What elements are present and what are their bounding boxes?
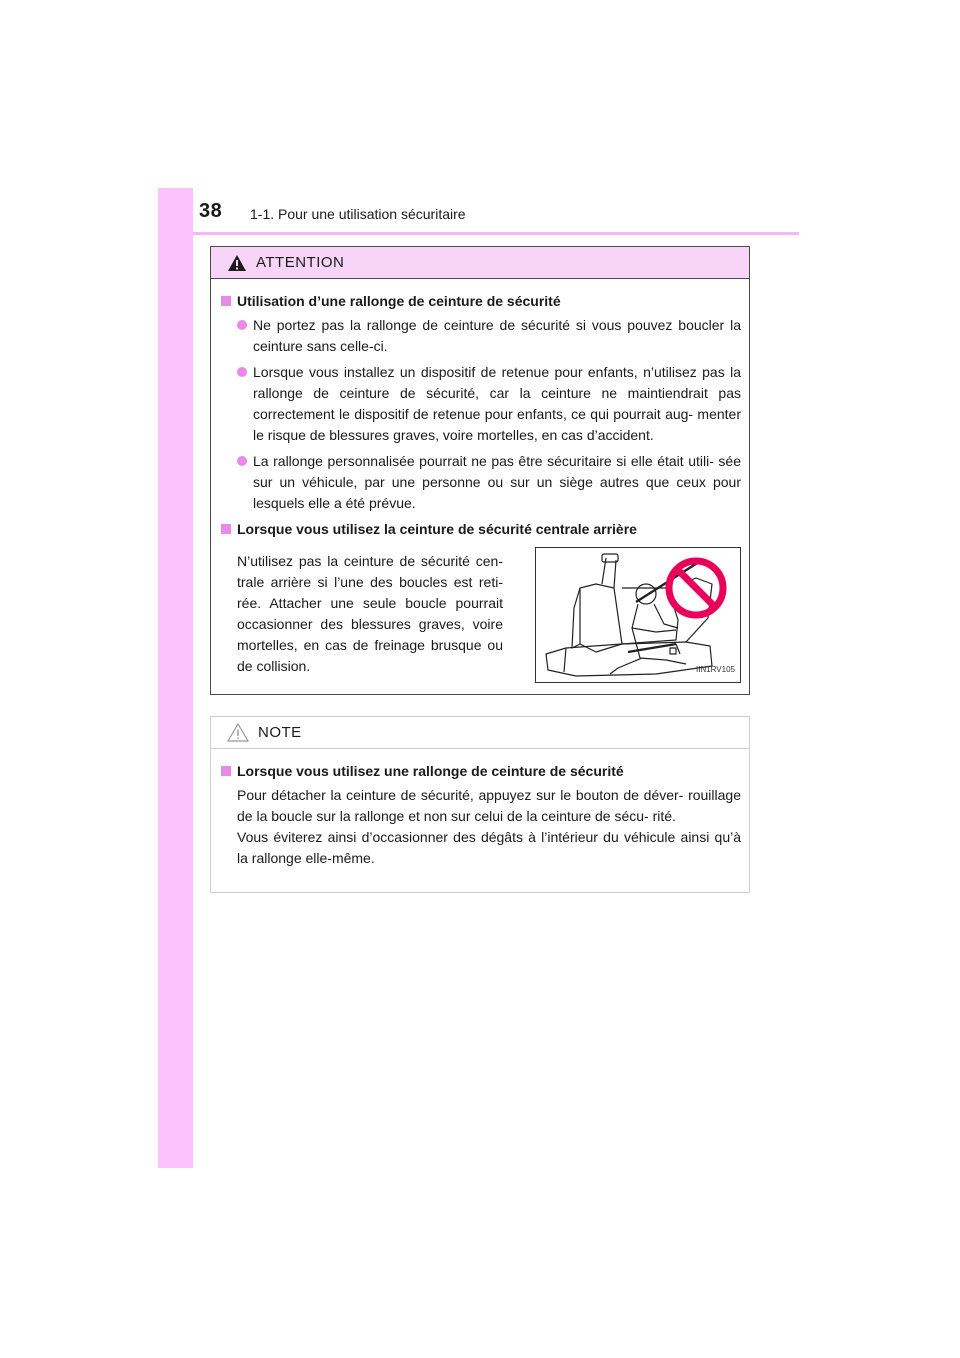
square-bullet-icon bbox=[221, 296, 231, 306]
heading-text: Lorsque vous utilisez une rallonge de ceinture de sécurité bbox=[237, 763, 624, 779]
list-item bbox=[237, 362, 741, 446]
round-bullet-icon bbox=[237, 456, 247, 466]
prohibition-icon bbox=[669, 561, 723, 615]
attention-body bbox=[211, 279, 749, 683]
attention-box bbox=[210, 246, 750, 695]
square-bullet-icon bbox=[221, 524, 231, 534]
attention-title: ATTENTION bbox=[256, 254, 345, 271]
attention-header bbox=[211, 247, 749, 279]
section-title: 1-1. Pour une utilisation sécuritaire bbox=[250, 206, 466, 222]
note-body bbox=[211, 749, 749, 869]
heading-text: Lorsque vous utilisez la ceinture de sécurité centrale arrière bbox=[237, 521, 637, 537]
figure-code: IIN1RV105 bbox=[696, 665, 735, 674]
note-paragraph-2: Vous éviterez ainsi d’occasionner des dégâts à l’intérieur du véhicule ainsi qu’à la rallonge elle-même. bbox=[237, 829, 741, 866]
page-number: 38 bbox=[199, 200, 223, 222]
round-bullet-icon bbox=[237, 320, 247, 330]
square-bullet-icon bbox=[221, 766, 231, 776]
warning-triangle-icon bbox=[227, 723, 249, 742]
header-rule bbox=[193, 232, 799, 235]
note-paragraph-1: Pour détacher la ceinture de sécurité, appuyez sur le bouton de déver- rouillage de la boucle sur la rallonge et non sur celui de la ceinture de sécu- rité. bbox=[237, 787, 741, 824]
list-item-text: Lorsque vous installez un dispositif de retenue pour enfants, n’utilisez pas la rallonge de ceinture de sécurité, car la ceinture ne maintiendrait pas correctement le dispositif de retenue pour enfants, ce qui pourrait aug- menter le risque de blessures graves, voire mortelles, en cas d’accident. bbox=[253, 364, 741, 443]
list-item bbox=[237, 315, 741, 357]
heading-text: Utilisation d’une rallonge de ceinture de sécurité bbox=[237, 293, 561, 309]
warning-triangle-icon bbox=[227, 254, 247, 272]
attention-heading-1 bbox=[221, 291, 741, 312]
note-box bbox=[210, 716, 750, 893]
rear-belt-section bbox=[221, 550, 741, 683]
note-header bbox=[211, 717, 749, 749]
list-item-text: Ne portez pas la rallonge de ceinture de sécurité si vous pouvez boucler la ceinture sans celle-ci. bbox=[253, 317, 741, 354]
list-item bbox=[237, 451, 741, 514]
seat-illustration bbox=[535, 547, 741, 683]
attention-heading-2 bbox=[221, 519, 741, 540]
side-tab bbox=[158, 188, 193, 1168]
rear-belt-paragraph: N’utilisez pas la ceinture de sécurité cen- trale arrière si l’une des boucles est reti- rée. Attacher une seule boucle pourrait occasionner des blessures graves, voire mortelles, en cas de freinage brusque ou de collision. bbox=[237, 553, 503, 674]
list-item-text: La rallonge personnalisée pourrait ne pas être sécuritaire si elle était utili- sée sur un véhicule, par une personne ou sur un siège autres que ceux pour lesquels elle a été prévue. bbox=[253, 453, 741, 511]
round-bullet-icon bbox=[237, 367, 247, 377]
note-title: NOTE bbox=[258, 724, 302, 741]
note-heading bbox=[221, 761, 741, 782]
